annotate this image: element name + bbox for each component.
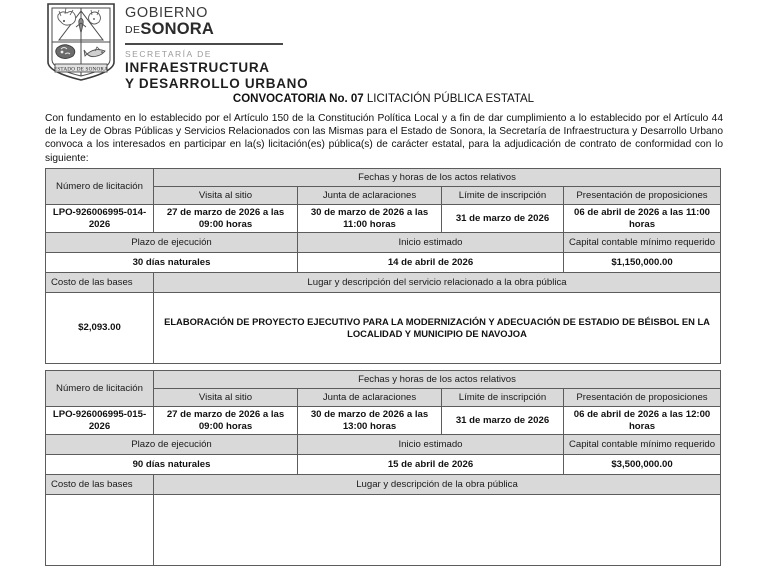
table-row — [46, 407, 721, 435]
header-visita-sitio: Visita al sitio — [154, 389, 298, 407]
value-presentacion-proposiciones: 06 de abril de 2026 a las 11:00 horas — [564, 205, 721, 233]
value-numero-licitacion: LPO-926006995-014-2026 — [46, 205, 154, 233]
table-row — [46, 475, 721, 495]
header-fechas-horas: Fechas y horas de los actos relativos — [154, 169, 721, 187]
value-capital-contable: $3,500,000.00 — [564, 455, 721, 475]
header-lugar-descripcion: Lugar y descripción de la obra pública — [154, 475, 721, 495]
licitacion-table-1 — [45, 168, 721, 364]
header-costo-bases: Costo de las bases — [46, 273, 154, 293]
table-row — [46, 169, 721, 187]
table-row — [46, 293, 721, 364]
intro-text: Con fundamento en lo establecido por el Artículo 150 de la Constitución Política Local y a fin de dar cumplimiento a lo establecido por el Artículo 44 de la Ley de Obras Públicas y Servicios Relacionados con las Mismas para el Estado de Sonora, la Secretaría de Infraestructura y Desarrollo Urbano convoca a los interesados en participar en la(s) licitación(es) pública(s) de carácter estatal, para la adjudicación de contrato de conformidad con lo siguiente: — [45, 113, 723, 164]
value-visita-sitio: 27 de marzo de 2026 a las 09:00 horas — [154, 205, 298, 233]
header-plazo-ejecucion: Plazo de ejecución — [46, 435, 298, 455]
crest-caption-text: ESTADO DE SONORA — [53, 66, 109, 73]
value-plazo-ejecucion: 30 días naturales — [46, 253, 298, 273]
intro-paragraph — [45, 112, 723, 165]
value-inicio-estimado: 14 de abril de 2026 — [298, 253, 564, 273]
table-row — [46, 455, 721, 475]
table-row — [46, 495, 721, 566]
header-limite-inscripcion: Límite de inscripción — [442, 187, 564, 205]
sonora-word: SONORA — [140, 20, 215, 38]
letterhead — [45, 2, 308, 91]
value-presentacion-proposiciones: 06 de abril de 2026 a las 12:00 horas — [564, 407, 721, 435]
sonora-coat-of-arms-icon — [45, 2, 117, 82]
value-plazo-ejecucion: 90 días naturales — [46, 455, 298, 475]
secretaria-label: SECRETARÍA DE — [125, 49, 212, 59]
header-plazo-ejecucion: Plazo de ejecución — [46, 233, 298, 253]
value-junta-aclaraciones: 30 de marzo de 2026 a las 13:00 horas — [298, 407, 442, 435]
header-visita-sitio: Visita al sitio — [154, 187, 298, 205]
convocatoria-number: CONVOCATORIA No. 07 — [232, 93, 364, 105]
de-sonora-label — [125, 21, 308, 39]
page-title — [45, 92, 722, 106]
government-lockup — [125, 2, 308, 91]
secretaria-name-line2: Y DESARROLLO URBANO — [125, 75, 309, 91]
value-junta-aclaraciones: 30 de marzo de 2026 a las 11:00 horas — [298, 205, 442, 233]
table-row — [46, 273, 721, 293]
header-presentacion-proposiciones: Presentación de proposiciones — [564, 389, 721, 407]
licitacion-table-2 — [45, 370, 721, 566]
header-costo-bases: Costo de las bases — [46, 475, 154, 495]
value-descripcion-obra: ELABORACIÓN DE PROYECTO EJECUTIVO PARA LA MODERNIZACIÓN Y ADECUACIÓN DE ESTADIO DE BÉISBOL EN LA LOCALIDAD Y MUNICIPIO DE NAVOJOA — [154, 293, 721, 364]
header-fechas-horas: Fechas y horas de los actos relativos — [154, 371, 721, 389]
secretaria-name-line1: INFRAESTRUCTURA — [125, 60, 270, 75]
value-numero-licitacion: LPO-926006995-015-2026 — [46, 407, 154, 435]
value-costo-bases — [46, 495, 154, 566]
value-visita-sitio: 27 de marzo de 2026 a las 09:00 horas — [154, 407, 298, 435]
table-row — [46, 253, 721, 273]
header-junta-aclaraciones: Junta de aclaraciones — [298, 389, 442, 407]
header-capital-contable: Capital contable mínimo requerido — [564, 233, 721, 253]
header-inicio-estimado: Inicio estimado — [298, 233, 564, 253]
header-presentacion-proposiciones: Presentación de proposiciones — [564, 187, 721, 205]
lockup-divider — [125, 43, 283, 45]
convocatoria-type: LICITACIÓN PÚBLICA ESTATAL — [363, 93, 535, 105]
header-inicio-estimado: Inicio estimado — [298, 435, 564, 455]
value-descripcion-obra — [154, 495, 721, 566]
table-row — [46, 435, 721, 455]
value-capital-contable: $1,150,000.00 — [564, 253, 721, 273]
value-limite-inscripcion: 31 de marzo de 2026 — [442, 407, 564, 435]
header-numero-licitacion: Número de licitación — [46, 371, 154, 407]
value-costo-bases: $2,093.00 — [46, 293, 154, 364]
table-row — [46, 205, 721, 233]
header-limite-inscripcion: Límite de inscripción — [442, 389, 564, 407]
header-junta-aclaraciones: Junta de aclaraciones — [298, 187, 442, 205]
header-capital-contable: Capital contable mínimo requerido — [564, 435, 721, 455]
header-numero-licitacion: Número de licitación — [46, 169, 154, 205]
value-limite-inscripcion: 31 de marzo de 2026 — [442, 205, 564, 233]
gobierno-label: GOBIERNO — [125, 5, 208, 21]
table-row — [46, 371, 721, 389]
de-word: DE — [125, 24, 141, 36]
value-inicio-estimado: 15 de abril de 2026 — [298, 455, 564, 475]
table-row — [46, 233, 721, 253]
header-lugar-descripcion: Lugar y descripción del servicio relacionado a la obra pública — [154, 273, 721, 293]
